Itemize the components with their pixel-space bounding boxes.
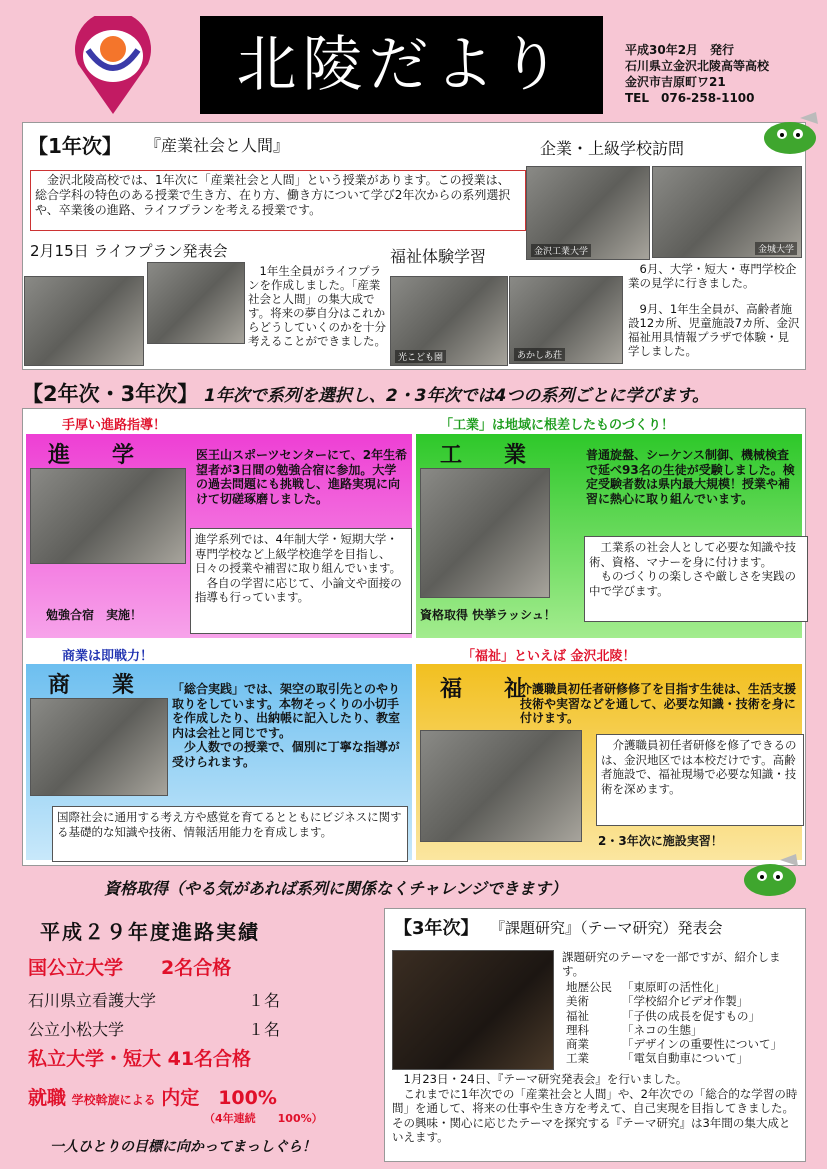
job-note: （4年連続 100%） [204, 1112, 323, 1125]
shogyo-title: 商 業 [48, 673, 145, 698]
year1-subject: 『産業社会と人間』 [145, 136, 290, 155]
mascot-icon [760, 110, 822, 156]
theme-row [566, 1009, 804, 1023]
school-count: １名 [248, 1020, 281, 1039]
school-name: 公立小松大学 [28, 1020, 125, 1039]
fukushi-text-1: 介護職員初任者研修修了を目指す生徒は、生活支援技術や実習などを通して、必要な知識・技術を身に付けます。 [520, 682, 797, 725]
school-logo [70, 16, 156, 116]
shingaku-text-2 [190, 528, 412, 634]
newsletter-title: 北陵だより [200, 16, 603, 114]
welfare-title: 福祉体験学習 [390, 247, 487, 266]
job-word: 就職 [28, 1087, 67, 1109]
theme-title: 「電気自動車について」 [622, 1051, 749, 1066]
kogyo-title: 工 業 [440, 443, 537, 468]
kogyo-text-1: 普通旋盤、シーケンス制御、機械検査で延べ93名の生徒が受験しました。検定受験者数は県内最大規模！授業や補習に熱心に取り組んでいます。 [586, 448, 795, 506]
theme-field: 理科 [566, 1022, 589, 1037]
shogyo-photo [30, 698, 168, 796]
theme-field: 工業 [566, 1051, 589, 1066]
results-title: 平成２９年度進路実績 [40, 920, 260, 944]
job-result: 内定 100% [161, 1087, 277, 1109]
theme-row [566, 994, 804, 1008]
kogyo-text-2 [584, 536, 808, 622]
shingaku-photo [30, 468, 186, 564]
lifeplan-title: 2月15日 ライフプラン発表会 [30, 242, 228, 260]
kogyo-caption: 資格取得 快挙ラッシュ！ [420, 608, 556, 622]
shogyo-text-2: 国際社会に通用する考え方や感覚を育てるとともにビジネスに関する基礎的な知識や技術、情報活用能力を育成します。 [52, 806, 408, 862]
kogyo-tagline: 「工業」は地域に根差したものづくり！ [440, 418, 675, 433]
year1-heading: 【1年次】 [28, 134, 122, 158]
shingaku-caption: 勉強合宿 実施！ [46, 608, 143, 622]
school-count: １名 [248, 991, 281, 1010]
results-school-2 [28, 1017, 378, 1040]
theme-row [566, 980, 804, 994]
career-results [28, 916, 378, 1156]
fukushi-title: 福 祉 [440, 677, 537, 702]
visit-text-2: 9月、1年生全員が、高齢者施設12カ所、児童施設7カ所、金沢福祉用具情報プラザで体験・見学しました。 [628, 302, 800, 358]
mascot-icon [740, 852, 802, 898]
pub-date: 平成30年2月 発行 [625, 43, 735, 57]
shingaku-text-1: 医王山スポーツセンターにて、2年生希望者が3日間の勉強合宿に参加。大学の過去問題にも挑戦し、進路実現に向けて切磋琢磨しました。 [196, 448, 408, 506]
publication-info [625, 42, 769, 106]
lifeplan-text: 1年生全員がライフプランを作成しました。「産業社会と人間」の集大成です。将来の夢自分はこれからどうしていくのかを十分考えることができました。 [248, 264, 386, 348]
fukushi-photo [420, 730, 582, 842]
school-address: 金沢市吉原町ワ21 [625, 75, 726, 89]
shingaku-tagline: 手厚い進路指導！ [62, 418, 167, 433]
theme-row [566, 1037, 804, 1051]
photo-caption: 金城大学 [755, 242, 797, 255]
kogyo-text-2-content: 工業系の社会人として必要な知識や技術、資格、マナーを身に付けます。 ものづくりの楽しさや厳しさを実践の中で学びます。 [589, 540, 796, 598]
kogyo-photo [420, 468, 550, 598]
shogyo-tagline: 商業は即戦力！ [62, 649, 154, 664]
results-motto: 一人ひとりの目標に向かってまっしぐら！ [50, 1139, 316, 1155]
photo-caption: 金沢工業大学 [531, 244, 591, 257]
shingaku-title: 進 学 [48, 443, 145, 468]
fukushi-tagline: 「福祉」といえば 金沢北陵！ [462, 649, 636, 664]
year3-heading: 【3年次】 [394, 918, 479, 939]
theme-title: 「東原町の活性化」 [622, 980, 726, 994]
visit-photo-2 [652, 166, 802, 258]
visit-title: 企業・上級学校訪問 [540, 139, 685, 158]
year3-summary: 1月23日・24日、『テーマ研究発表会』を行いました。 これまでに1年次での「産業社会と人間」や、2年次での「総合的な学習の時間」を通して、将来の仕事や生き方を考えて、自己実現を目指してきました。その興味・関心に応じたテーマを探究する『テーマ研究』は3年間の集大成といえます。 [392, 1072, 798, 1144]
year23-heading: 【2年次・3年次】 [22, 382, 199, 406]
theme-field: 福祉 [566, 1008, 589, 1023]
visit-photo-1 [526, 166, 650, 260]
job-small: 学校斡旋による [71, 1093, 156, 1107]
results-school-1 [28, 988, 378, 1011]
qualification-banner: 資格取得（やる気があれば系列に関係なくチャレンジできます） [104, 879, 567, 898]
theme-field: 商業 [566, 1037, 589, 1052]
school-name: 石川県立看護大学 [28, 991, 157, 1010]
fukushi-caption: 2・3年次に施設実習！ [598, 834, 723, 848]
welfare-photo-2 [509, 276, 623, 364]
theme-title: 「学校紹介ビデオ作製」 [622, 994, 749, 1009]
lifeplan-photo-audience [24, 276, 144, 366]
fukushi-text-2: 介護職員初任者研修を修了できるのは、金沢地区では本校だけです。高齢者施設で、福祉現場で必要な知識・技術を深めます。 [596, 734, 804, 826]
welfare-photo-1 [390, 276, 508, 366]
theme-field: 地歴公民 [566, 980, 612, 994]
photo-caption: 光こども園 [395, 350, 446, 363]
theme-title: 「デザインの重要性について」 [622, 1037, 782, 1052]
theme-row [566, 1051, 804, 1065]
year3-photo [392, 950, 554, 1070]
shogyo-text-1: 「総合実践」では、架空の取引先とのやり取りをしています。本物そっくりの小切手を作成したり、出納帳に記入したり、教室内は会社と同じです。 少人数での授業で、個別に丁寧な指導が受けられます。 [172, 682, 401, 769]
year3-intro: 課題研究のテーマを一部ですが、紹介します。 [562, 950, 781, 978]
results-private: 私立大学・短大 41名合格 [28, 1048, 252, 1070]
photo-caption: あかしあ荘 [514, 348, 565, 361]
year1-intro: 金沢北陵高校では、1年次に「産業社会と人間」という授業があります。この授業は、総合学科の特色のある授業で生き方、在り方、働き方について学び2年次からの系列選択や、卒業後の進路、ライフプランを考える授業です。 [30, 170, 526, 231]
lifeplan-photo-speaker [147, 262, 245, 344]
visit-text-1: 6月、大学・短大・専門学校企業の見学に行きました。 [628, 262, 797, 290]
theme-row [566, 1023, 804, 1037]
results-national: 国公立大学 2名合格 [28, 957, 232, 979]
theme-title: 「ネコの生態」 [622, 1022, 703, 1037]
theme-field: 美術 [566, 994, 589, 1009]
school-tel: TEL 076-258-1100 [625, 91, 755, 105]
year3-themes [566, 980, 804, 1066]
results-job [28, 1083, 378, 1110]
theme-title: 「子供の成長を促すもの」 [622, 1008, 760, 1023]
year3-title: 『課題研究』（テーマ研究）発表会 [490, 919, 723, 937]
shingaku-text-2-content: 進学系列では、4年制大学・短期大学・専門学校など上級学校進学を目指し、日々の授業や補習に取り組んでいます。 各自の学習に応じて、小論文や面接の指導も行っています。 [195, 532, 402, 604]
school-name: 石川県立金沢北陵高等高校 [625, 59, 770, 73]
year23-lead: 1年次で系列を選択し、2・3年次では4つの系列ごとに学びます。 [204, 386, 709, 406]
